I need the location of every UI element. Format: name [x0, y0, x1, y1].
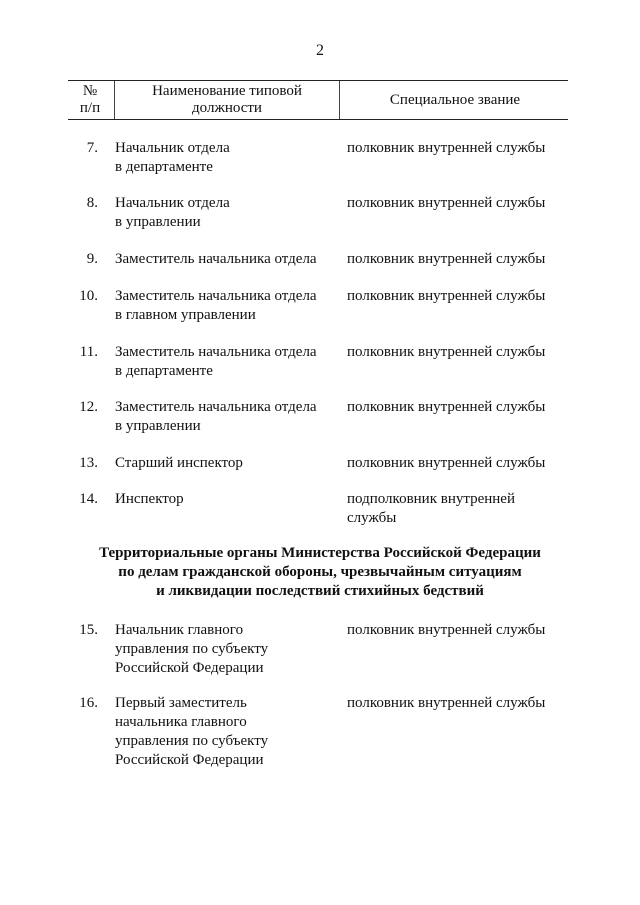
row-rank: [347, 287, 572, 306]
row-number: 15.: [79, 622, 98, 638]
section-title-line: и ликвидации последствий стихийных бедствий: [156, 583, 484, 599]
position-line: в департаменте: [115, 363, 213, 379]
table-header: [68, 80, 568, 120]
row-number: 11.: [79, 344, 98, 360]
header-position-column: [114, 81, 340, 119]
position-line: управления по субъекту: [115, 733, 269, 749]
row-position: [115, 621, 340, 678]
position-line: в управлении: [115, 214, 201, 230]
header-rank-column: Специальное звание: [389, 92, 521, 108]
row-number: 16.: [79, 695, 98, 711]
row-rank: [347, 139, 572, 158]
row-rank: [347, 343, 572, 362]
header-number-column: [68, 81, 112, 119]
page-number: 2: [316, 42, 324, 59]
position-line: Заместитель начальника отдела: [115, 399, 317, 415]
position-line: Инспектор: [115, 491, 184, 507]
rank-line: службы: [347, 510, 397, 526]
position-line: Российской Федерации: [115, 660, 264, 676]
row-position: [115, 694, 340, 770]
row-position: [115, 194, 340, 232]
section-title: [60, 544, 580, 601]
row-position: [115, 250, 340, 269]
row-position: [115, 454, 340, 473]
row-rank: [347, 398, 572, 417]
row-position: [115, 287, 340, 325]
rank-line: полковник внутренней службы: [347, 140, 546, 156]
rank-line: полковник внутренней службы: [347, 455, 546, 471]
rank-line: полковник внутренней службы: [347, 695, 546, 711]
row-rank: [347, 621, 572, 640]
rank-line: полковник внутренней службы: [347, 288, 546, 304]
section-title-line: по делам гражданской обороны, чрезвычайным ситуациям: [118, 564, 522, 580]
rank-line: полковник внутренней службы: [347, 251, 546, 267]
rank-line: подполковник внутренней: [347, 491, 515, 507]
rank-line: полковник внутренней службы: [347, 195, 546, 211]
position-line: Заместитель начальника отдела: [115, 251, 317, 267]
row-position: [115, 398, 340, 436]
row-number: 14.: [79, 491, 98, 507]
position-line: Начальник отдела: [115, 195, 230, 211]
rank-line: полковник внутренней службы: [347, 622, 546, 638]
position-line: Российской Федерации: [115, 752, 264, 768]
row-number: 13.: [79, 455, 98, 471]
row-rank: [347, 694, 572, 713]
position-line: управления по субъекту: [115, 641, 269, 657]
header-position-line-1: Наименование типовой: [152, 83, 302, 99]
position-line: в департаменте: [115, 159, 213, 175]
position-line: в управлении: [115, 418, 201, 434]
position-line: Старший инспектор: [115, 455, 243, 471]
row-number: 10.: [79, 288, 98, 304]
header-number-line-1: №: [82, 83, 98, 99]
position-line: Заместитель начальника отдела: [115, 344, 317, 360]
row-number: 8.: [86, 195, 98, 211]
row-rank: [347, 194, 572, 213]
section-title-line: Территориальные органы Министерства Российской Федерации: [99, 545, 541, 561]
row-position: [115, 139, 340, 177]
row-position: [115, 490, 340, 509]
row-rank: [347, 490, 572, 528]
position-line: Начальник отдела: [115, 140, 230, 156]
row-number: 7.: [86, 140, 98, 156]
header-position-line-2: должности: [192, 100, 262, 116]
row-number: 9.: [86, 251, 98, 267]
row-rank: [347, 250, 572, 269]
position-line: Начальник главного: [115, 622, 244, 638]
position-line: Заместитель начальника отдела: [115, 288, 317, 304]
position-line: начальника главного: [115, 714, 247, 730]
position-line: Первый заместитель: [115, 695, 247, 711]
rank-line: полковник внутренней службы: [347, 399, 546, 415]
row-position: [115, 343, 340, 381]
row-number: 12.: [79, 399, 98, 415]
rank-line: полковник внутренней службы: [347, 344, 546, 360]
position-line: в главном управлении: [115, 307, 256, 323]
row-rank: [347, 454, 572, 473]
header-number-line-2: п/п: [79, 100, 101, 116]
